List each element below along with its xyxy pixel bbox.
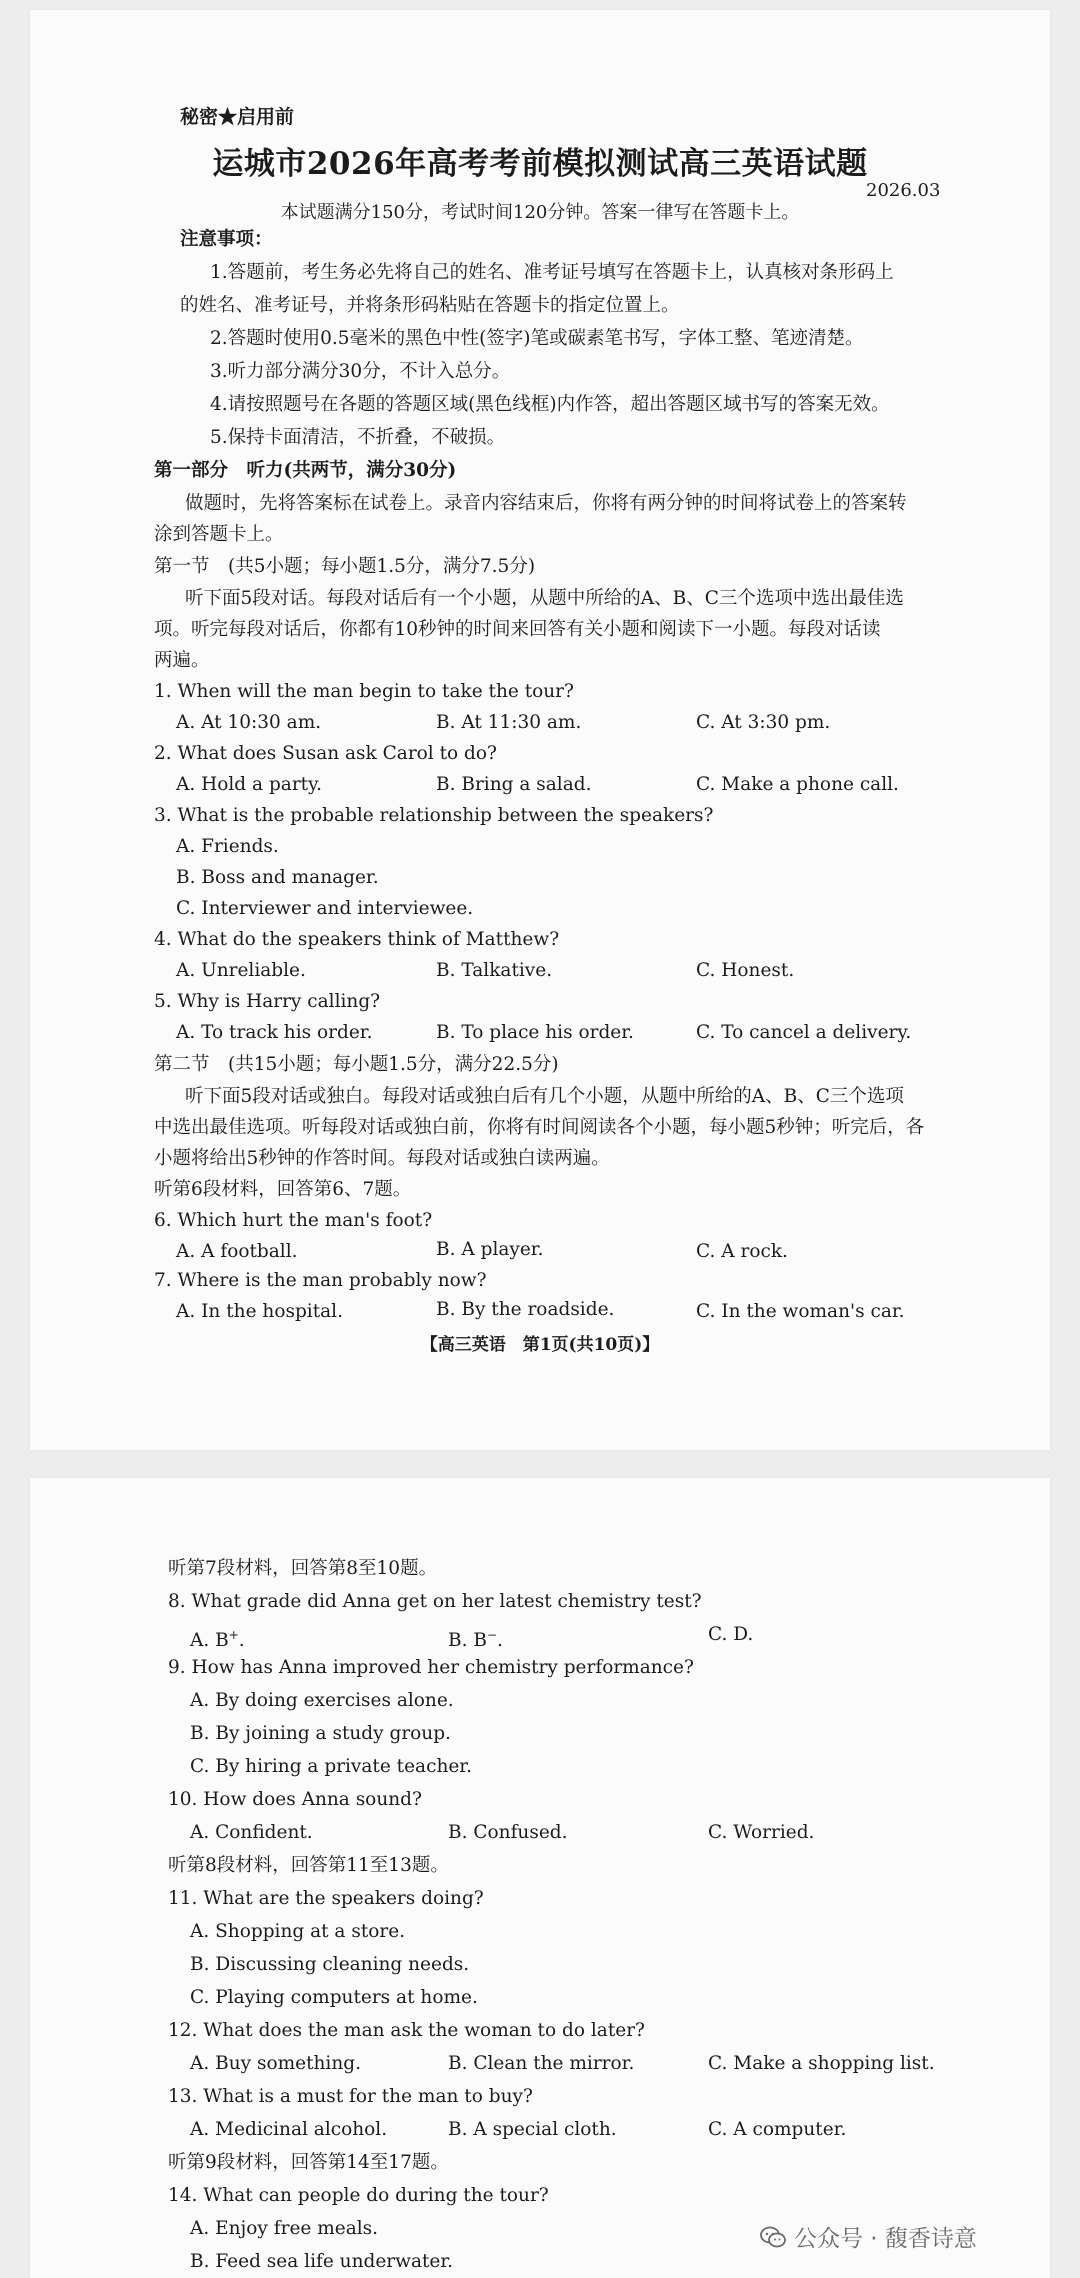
section2-intro: 小题将给出5秒钟的作答时间。每段对话或独白读两遍。 xyxy=(154,1148,610,1169)
question-6: 6. Which hurt the man's foot? xyxy=(154,1210,433,1231)
option-b: B. Feed sea life underwater. xyxy=(190,2251,454,2272)
option-b: B. Boss and manager. xyxy=(176,867,379,888)
wechat-icon xyxy=(760,2226,786,2248)
watermark-text: 公众号 · 馥香诗意 xyxy=(794,2226,977,2252)
question-13: 13. What is a must for the man to buy? xyxy=(168,2086,533,2107)
option-c: C. Honest. xyxy=(696,960,795,981)
option-a: A. To track his order. xyxy=(176,1022,373,1043)
question-1: 1. When will the man begin to take the tour? xyxy=(154,681,574,702)
option-c: C. At 3:30 pm. xyxy=(696,712,831,733)
secret-label: 秘密★启用前 xyxy=(180,106,295,128)
option-a: A. In the hospital. xyxy=(176,1301,343,1322)
option-a: A. Enjoy free meals. xyxy=(190,2218,379,2239)
option-c: C. Make a phone call. xyxy=(696,774,899,795)
option-c: C. Worried. xyxy=(708,1822,815,1843)
option-a: A. Hold a party. xyxy=(176,774,322,795)
option-a: A. A football. xyxy=(176,1241,298,1262)
section1-intro: 项。听完每段对话后，你都有10秒钟的时间来回答有关小题和阅读下一小题。每段对话读 xyxy=(154,619,881,640)
option-b: B. B−. xyxy=(448,1628,503,1652)
option-b: B. By the roadside. xyxy=(436,1299,615,1320)
option-c: C. A rock. xyxy=(696,1241,788,1262)
notice-item: 4.请按照题号在各题的答题区域(黑色线框)内作答，超出答题区域书写的答案无效。 xyxy=(210,394,890,415)
material-8-note: 听第8段材料，回答第11至13题。 xyxy=(168,1855,449,1876)
option-c: C. Make a shopping list. xyxy=(708,2053,935,2074)
question-12: 12. What does the man ask the woman to do later? xyxy=(168,2020,645,2041)
option-b: B. Talkative. xyxy=(436,960,553,981)
part1-intro: 做题时，先将答案标在试卷上。录音内容结束后，你将有两分钟的时间将试卷上的答案转 xyxy=(185,493,907,514)
notice-item: 1.答题前，考生务必先将自己的姓名、准考证号填写在答题卡上，认真核对条形码上 xyxy=(210,262,894,283)
option-b: B. Clean the mirror. xyxy=(448,2053,635,2074)
option-a: A. Buy something. xyxy=(190,2053,361,2074)
section1-intro: 听下面5段对话。每段对话后有一个小题，从题中所给的A、B、C三个选项中选出最佳选 xyxy=(185,588,904,609)
material-7-note: 听第7段材料，回答第8至10题。 xyxy=(168,1558,438,1579)
notice-heading: 注意事项： xyxy=(180,229,273,250)
option-c: C. A computer. xyxy=(708,2119,847,2140)
option-b: B. A special cloth. xyxy=(448,2119,617,2140)
exam-date: 2026.03 xyxy=(866,180,941,201)
option-c: C. By hiring a private teacher. xyxy=(190,1756,472,1777)
option-a: A. By doing exercises alone. xyxy=(190,1690,454,1711)
exam-subtitle: 本试题满分150分，考试时间120分钟。答案一律写在答题卡上。 xyxy=(280,202,800,223)
question-4: 4. What do the speakers think of Matthew? xyxy=(154,929,560,950)
notice-item: 的姓名、准考证号，并将条形码粘贴在答题卡的指定位置上。 xyxy=(180,295,680,316)
option-a: A. Unreliable. xyxy=(176,960,306,981)
exam-title: 运城市2026年高考考前模拟测试高三英语试题 xyxy=(212,146,868,182)
material-9-note: 听第9段材料，回答第14至17题。 xyxy=(168,2152,449,2173)
option-c: C. Playing computers at home. xyxy=(190,1987,478,2008)
watermark xyxy=(760,2220,977,2253)
question-5: 5. Why is Harry calling? xyxy=(154,991,381,1012)
question-9: 9. How has Anna improved her chemistry performance? xyxy=(168,1657,694,1678)
section2-heading: 第二节 (共15小题；每小题1.5分，满分22.5分) xyxy=(154,1054,559,1075)
option-b: B. To place his order. xyxy=(436,1022,634,1043)
option-b: B. Confused. xyxy=(448,1822,568,1843)
question-3: 3. What is the probable relationship between the speakers? xyxy=(154,805,714,826)
exam-page-1 xyxy=(30,10,1050,1450)
section1-intro: 两遍。 xyxy=(154,650,210,671)
page-footer: 【高三英语 第1页(共10页)】 xyxy=(420,1335,660,1355)
option-a: A. Shopping at a store. xyxy=(190,1921,406,1942)
option-b: B. By joining a study group. xyxy=(190,1723,451,1744)
question-11: 11. What are the speakers doing? xyxy=(168,1888,484,1909)
option-a: A. B+. xyxy=(190,1628,245,1652)
option-b: B. At 11:30 am. xyxy=(436,712,582,733)
section2-intro: 听下面5段对话或独白。每段对话或独白后有几个小题，从题中所给的A、B、C三个选项 xyxy=(185,1086,904,1107)
option-a: A. Medicinal alcohol. xyxy=(190,2119,388,2140)
notice-item: 3.听力部分满分30分，不计入总分。 xyxy=(210,361,511,382)
option-a: A. Confident. xyxy=(190,1822,313,1843)
question-7: 7. Where is the man probably now? xyxy=(154,1270,487,1291)
question-14: 14. What can people do during the tour? xyxy=(168,2185,549,2206)
exam-page-2 xyxy=(30,1478,1050,2278)
option-a: A. At 10:30 am. xyxy=(176,712,322,733)
question-8: 8. What grade did Anna get on her latest chemistry test? xyxy=(168,1591,702,1612)
option-b: B. Discussing cleaning needs. xyxy=(190,1954,470,1975)
option-b: B. Bring a salad. xyxy=(436,774,592,795)
notice-item: 5.保持卡面清洁，不折叠，不破损。 xyxy=(210,427,506,448)
section1-heading: 第一节 (共5小题；每小题1.5分，满分7.5分) xyxy=(154,556,536,577)
option-c: C. Interviewer and interviewee. xyxy=(176,898,474,919)
part1-intro: 涂到答题卡上。 xyxy=(154,524,284,545)
option-c: C. To cancel a delivery. xyxy=(696,1022,912,1043)
material-6-note: 听第6段材料，回答第6、7题。 xyxy=(154,1179,412,1200)
option-c: C. D. xyxy=(708,1624,754,1645)
question-10: 10. How does Anna sound? xyxy=(168,1789,422,1810)
option-b: B. A player. xyxy=(436,1239,544,1260)
option-c: C. In the woman's car. xyxy=(696,1301,905,1322)
notice-item: 2.答题时使用0.5毫米的黑色中性(签字)笔或碳素笔书写，字体工整、笔迹清楚。 xyxy=(210,328,864,349)
question-2: 2. What does Susan ask Carol to do? xyxy=(154,743,497,764)
section2-intro: 中选出最佳选项。听每段对话或独白前，你将有时间阅读各个小题，每小题5秒钟；听完后，各 xyxy=(154,1117,925,1138)
option-a: A. Friends. xyxy=(176,836,279,857)
part1-heading: 第一部分 听力(共两节，满分30分) xyxy=(154,460,457,481)
